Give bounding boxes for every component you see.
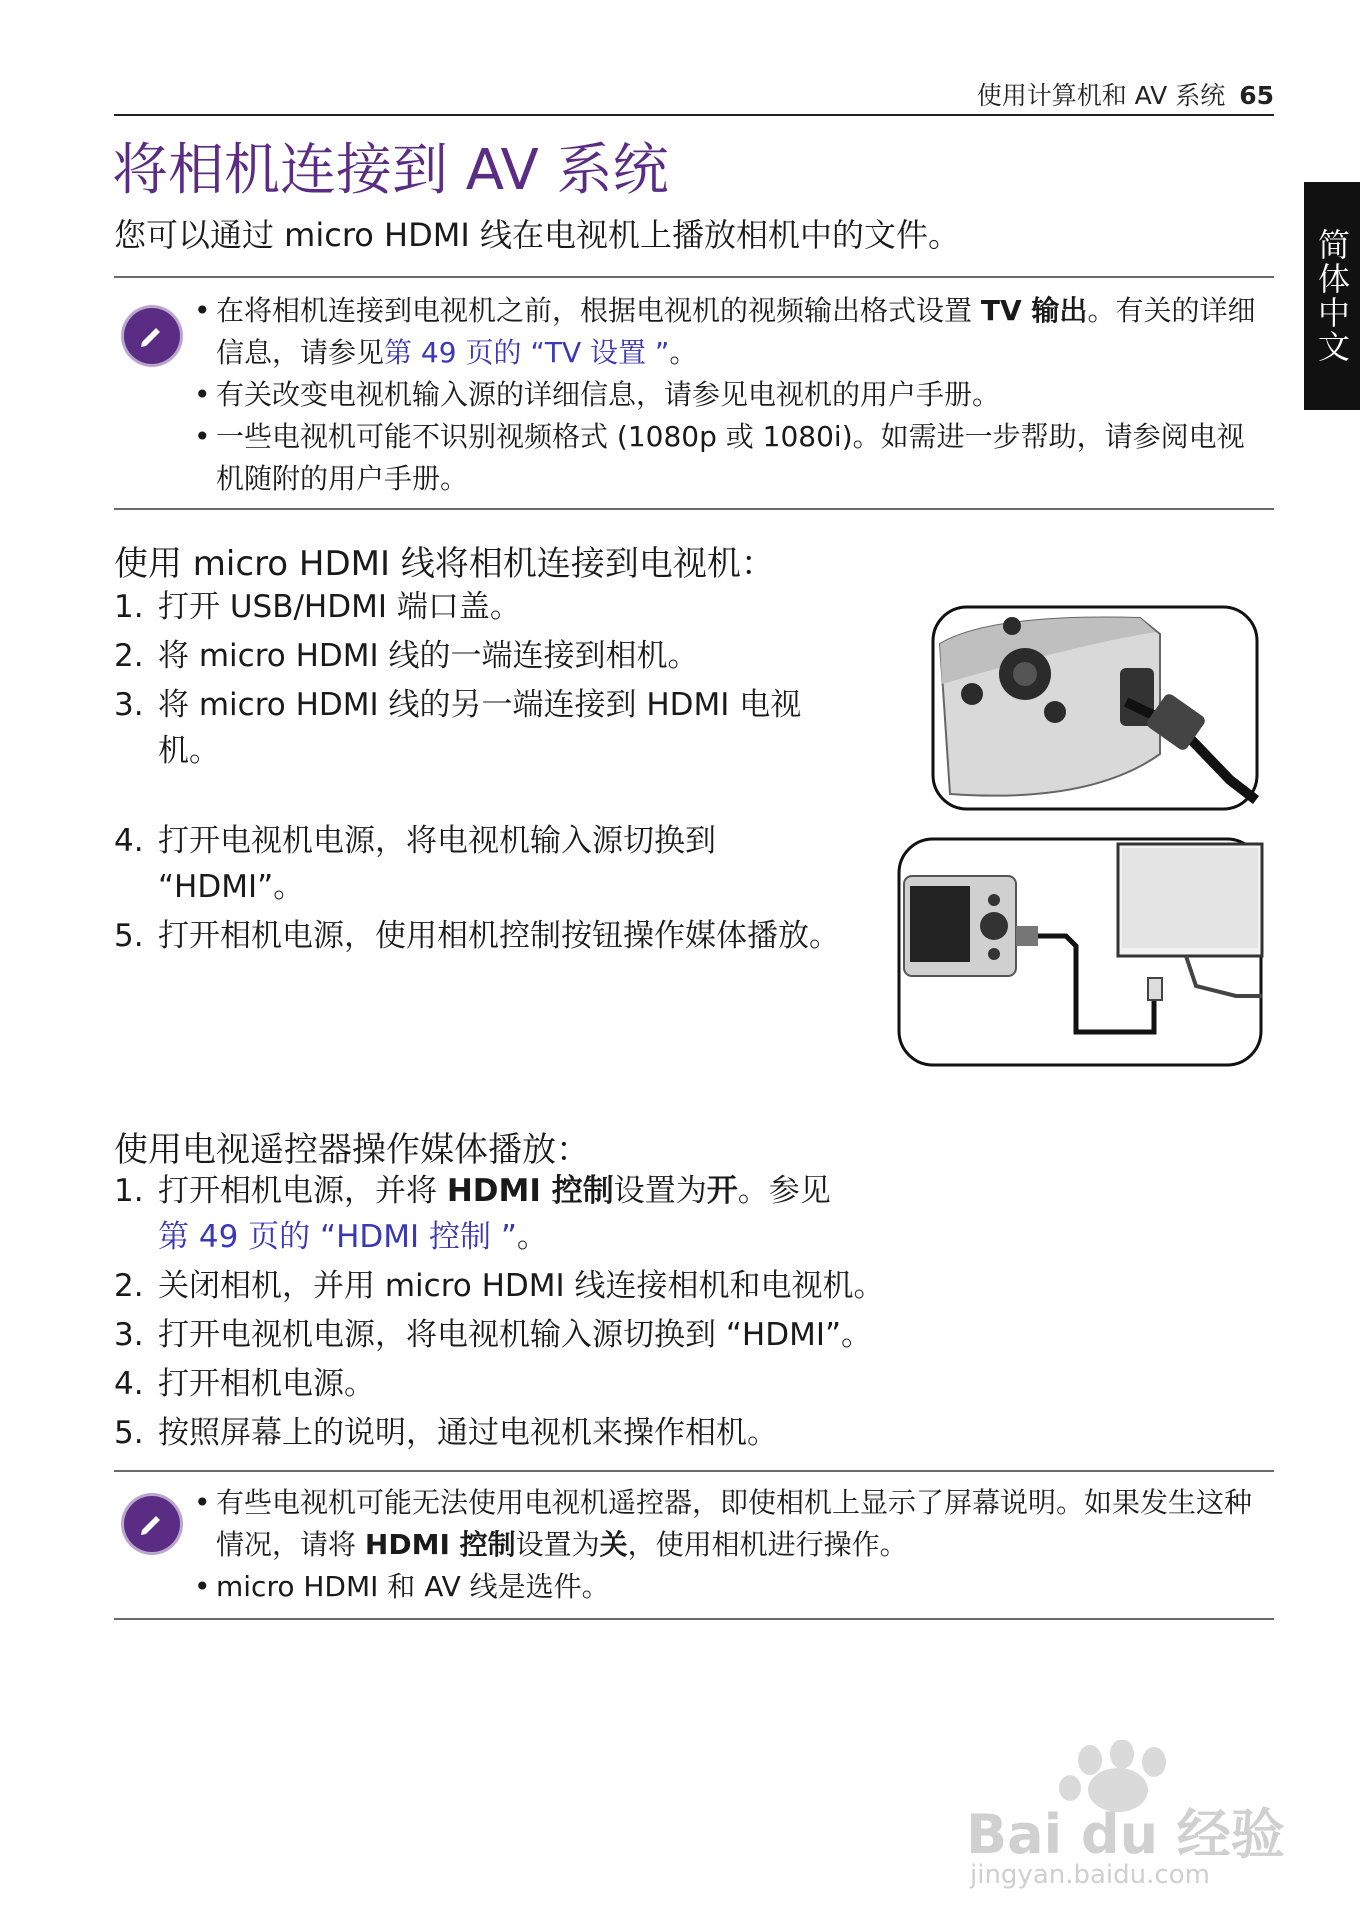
step-3: 3. 将 micro HDMI 线的另一端连接到 HDMI 电视机。 xyxy=(114,687,802,769)
step-1: 1. 打开 USB/HDMI 端口盖。 xyxy=(114,589,521,625)
section-2-steps xyxy=(114,1168,1214,1459)
note-1-list xyxy=(194,290,1268,500)
header-text xyxy=(977,76,1274,112)
pencil-icon xyxy=(124,308,180,364)
step-5: 5. 打开相机电源，使用相机控制按钮操作媒体播放。 xyxy=(114,918,840,954)
camera-tv-illustration xyxy=(896,836,1264,1068)
page-title: 将相机连接到 AV 系统 xyxy=(112,138,669,203)
remote-step-5: 5. 按照屏幕上的说明，通过电视机来操作相机。 xyxy=(114,1415,778,1451)
note-box-2 xyxy=(114,1470,1274,1620)
note-2-item-2: • micro HDMI 和 AV 线是选件。 xyxy=(194,1566,1268,1608)
step-4: 4. 打开电视机电源，将电视机输入源切换到 “HDMI”。 xyxy=(114,823,716,905)
note-1-item-1: • 在将相机连接到电视机之前，根据电视机的视频输出格式设置 TV 输出。有关的详细信息，请参见第 49 页的 “TV 设置 ”。 xyxy=(194,290,1268,374)
section-1-heading: 使用 micro HDMI 线将相机连接到电视机： xyxy=(114,544,775,584)
section-1-steps xyxy=(114,584,874,777)
language-tab xyxy=(1304,182,1360,410)
watermark-url: jingyan.baidu.com xyxy=(970,1860,1210,1890)
note-1-item-2: • 有关改变电视机输入源的详细信息，请参见电视机的用户手册。 xyxy=(194,374,1268,416)
header-section: 使用计算机和 AV 系统 xyxy=(976,81,1226,110)
step-2: 2. 将 micro HDMI 线的一端连接到相机。 xyxy=(114,638,699,674)
note-1-item-3: • 一些电视机可能不识别视频格式 (1080p 或 1080i)。如需进一步帮助，请参阅电视机随附的用户手册。 xyxy=(194,416,1268,500)
section-2-heading: 使用电视遥控器操作媒体播放： xyxy=(114,1130,590,1170)
note-2-item-1: • 有些电视机可能无法使用电视机遥控器，即使相机上显示了屏幕说明。如果发生这种情况，请将 HDMI 控制设置为关，使用相机进行操作。 xyxy=(194,1482,1268,1566)
watermark-logo: Bai du 经验 xyxy=(966,1803,1285,1866)
pencil-icon xyxy=(124,1496,180,1552)
baidu-watermark xyxy=(960,1740,1290,1890)
remote-step-4: 4. 打开相机电源。 xyxy=(114,1366,375,1402)
language-tab-label: 简体中文 xyxy=(1313,228,1351,364)
note-2-list xyxy=(194,1482,1268,1608)
tv-settings-link[interactable]: 第 49 页的 “TV 设置 ” xyxy=(384,336,670,369)
camera-hdmi-illustration xyxy=(930,604,1260,812)
remote-step-3: 3. 打开电视机电源，将电视机输入源切换到 “HDMI”。 xyxy=(114,1317,873,1353)
hdmi-control-link[interactable]: 第 49 页的 “HDMI 控制 ” xyxy=(158,1219,517,1255)
running-header xyxy=(114,72,1274,116)
note-box-1 xyxy=(114,276,1274,510)
page-number: 65 xyxy=(1239,81,1274,110)
intro-text: 您可以通过 micro HDMI 线在电视机上播放相机中的文件。 xyxy=(114,216,960,254)
remote-step-2: 2. 关闭相机，并用 micro HDMI 线连接相机和电视机。 xyxy=(114,1268,885,1304)
section-1-steps-cont xyxy=(114,818,854,962)
remote-step-1: 1. 打开相机电源，并将 HDMI 控制设置为开。参见 第 49 页的 “HDMI 控制 ”。 xyxy=(114,1173,831,1255)
